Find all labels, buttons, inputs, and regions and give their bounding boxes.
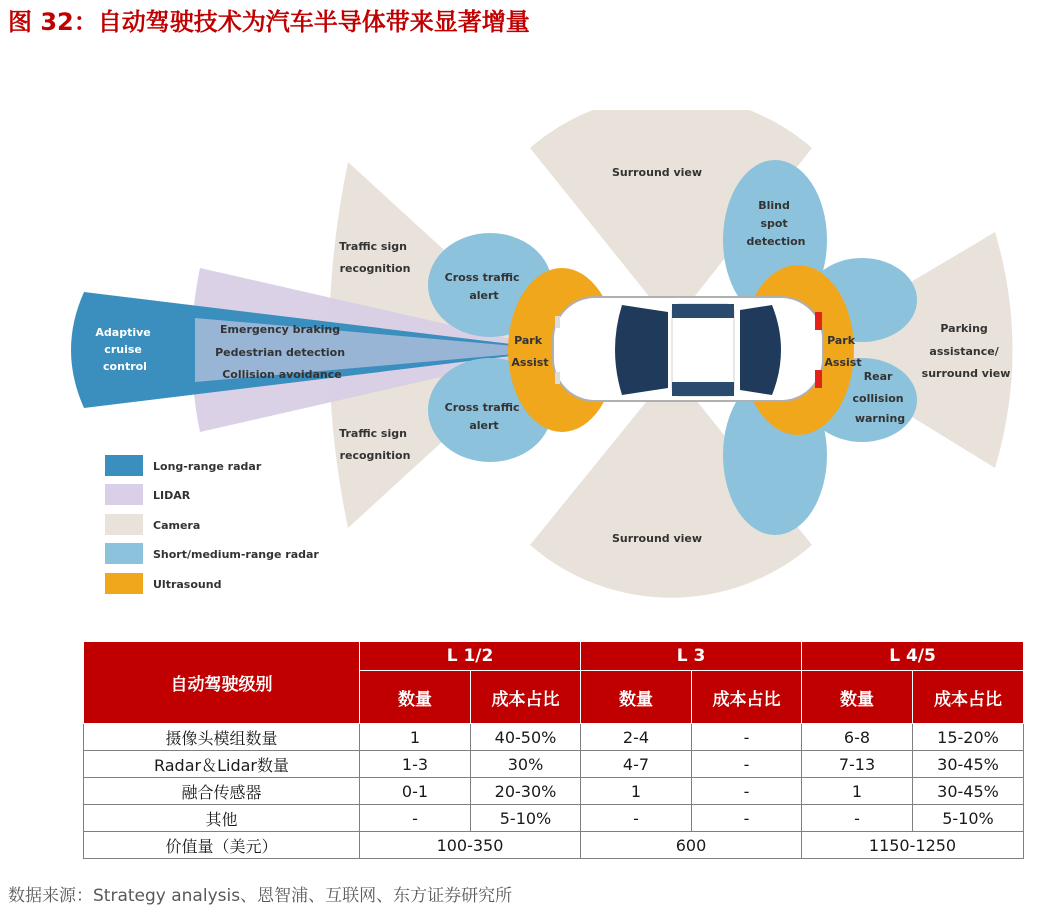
table-cell: - <box>692 751 802 778</box>
park-assist-front-line-2: Assist <box>511 356 549 369</box>
source-note: 数据来源：Strategy analysis、恩智浦、互联网、东方证券研究所 <box>8 886 513 906</box>
header-level-l45: L 4/5 <box>802 642 1024 671</box>
table-cell: - <box>692 778 802 805</box>
cross-traffic-bottom-line-1: Cross traffic <box>444 401 520 414</box>
cost-table <box>83 641 1024 859</box>
emergency-line-3: Collision avoidance <box>222 368 342 381</box>
table-cell: 40-50% <box>471 724 581 751</box>
table-cell: 20-30% <box>471 778 581 805</box>
park-assist-rear-line-1: Park <box>827 334 856 347</box>
cross-traffic-top-line-2: alert <box>469 289 499 302</box>
table-cell: 1-3 <box>360 751 471 778</box>
rear-collision-line-2: collision <box>852 392 904 405</box>
value-l12: 100-350 <box>360 832 581 859</box>
header-level-l12: L 1/2 <box>360 642 581 671</box>
park-assist-front-line-1: Park <box>514 334 543 347</box>
legend-swatch-short-radar <box>105 543 143 564</box>
emergency-braking-label <box>215 323 349 381</box>
parking-assistance-line-2: assistance/ <box>929 345 999 358</box>
row-label: 融合传感器 <box>84 778 360 805</box>
figure-title: 图 32：自动驾驶技术为汽车半导体带来显著增量 <box>8 8 530 36</box>
table-cell: 0-1 <box>360 778 471 805</box>
legend-label-lidar: LIDAR <box>153 489 191 502</box>
table-header-row-levels <box>84 642 1024 671</box>
legend-swatch-camera <box>105 514 143 535</box>
rear-collision-line-1: Rear <box>863 370 893 383</box>
traffic-sign-top-line-1: Traffic sign <box>339 240 407 253</box>
adaptive-cruise-line-2: cruise <box>104 343 142 356</box>
car-top-view <box>553 297 823 401</box>
header-cost-share: 成本占比 <box>471 671 581 724</box>
table-cell: - <box>360 805 471 832</box>
legend-label-ultrasound: Ultrasound <box>153 578 222 591</box>
cross-traffic-bottom-line-2: alert <box>469 419 499 432</box>
header-count: 数量 <box>802 671 913 724</box>
legend-swatch-long-range-radar <box>105 455 143 476</box>
header-level-l3: L 3 <box>581 642 802 671</box>
cross-traffic-top-line-1: Cross traffic <box>444 271 520 284</box>
adas-sensor-diagram <box>0 110 1044 600</box>
traffic-sign-top-line-2: recognition <box>339 262 411 275</box>
table-row <box>84 778 1024 805</box>
table-cell: 5-10% <box>471 805 581 832</box>
row-label: 摄像头模组数量 <box>84 724 360 751</box>
table-cell: - <box>692 805 802 832</box>
surround-view-bottom-label: Surround view <box>611 532 703 545</box>
header-count: 数量 <box>360 671 471 724</box>
traffic-sign-bottom-line-1: Traffic sign <box>339 427 407 440</box>
parking-assistance-line-1: Parking <box>940 322 988 335</box>
header-count: 数量 <box>581 671 692 724</box>
legend-label-camera: Camera <box>153 519 201 532</box>
table-cell: - <box>802 805 913 832</box>
adaptive-cruise-line-1: Adaptive <box>95 326 151 339</box>
table-row <box>84 805 1024 832</box>
header-cost-share: 成本占比 <box>913 671 1024 724</box>
legend <box>105 455 319 594</box>
traffic-sign-bottom-line-2: recognition <box>339 449 411 462</box>
table-cell: 1 <box>802 778 913 805</box>
value-l3: 600 <box>581 832 802 859</box>
row-label: Radar＆Lidar数量 <box>84 751 360 778</box>
table-cell: 30-45% <box>913 751 1024 778</box>
row-label: 其他 <box>84 805 360 832</box>
blind-spot-line-1: Blind <box>758 199 790 212</box>
legend-swatch-lidar <box>105 484 143 505</box>
header-autonomy-level: 自动驾驶级别 <box>84 642 360 724</box>
table-cell: 6-8 <box>802 724 913 751</box>
legend-swatch-ultrasound <box>105 573 143 594</box>
table-row <box>84 724 1024 751</box>
table-cell: 30% <box>471 751 581 778</box>
table-cell: 30-45% <box>913 778 1024 805</box>
rear-collision-line-3: warning <box>854 412 906 425</box>
table-cell: 5-10% <box>913 805 1024 832</box>
table-cell: 7-13 <box>802 751 913 778</box>
table-row-value <box>84 832 1024 859</box>
table-cell: 4-7 <box>581 751 692 778</box>
emergency-line-2: Pedestrian detection <box>215 346 346 359</box>
value-l45: 1150-1250 <box>802 832 1024 859</box>
table-cell: 15-20% <box>913 724 1024 751</box>
table-cell: 1 <box>360 724 471 751</box>
park-assist-rear-line-2: Assist <box>824 356 862 369</box>
parking-assistance-line-3: surround view <box>921 367 1011 380</box>
emergency-line-1: Emergency braking <box>220 323 341 336</box>
header-cost-share: 成本占比 <box>692 671 802 724</box>
table-cell: 1 <box>581 778 692 805</box>
surround-view-top-label: Surround view <box>611 166 703 179</box>
table-row <box>84 751 1024 778</box>
table-cell: 2-4 <box>581 724 692 751</box>
blind-spot-line-3: detection <box>746 235 806 248</box>
table-cell: - <box>581 805 692 832</box>
table-cell: - <box>692 724 802 751</box>
legend-label-long-range-radar: Long-range radar <box>153 460 262 473</box>
adaptive-cruise-line-3: control <box>103 360 147 373</box>
blind-spot-line-2: spot <box>760 217 788 230</box>
legend-label-short-radar: Short/medium-range radar <box>153 548 319 561</box>
row-label: 价值量（美元） <box>84 832 360 859</box>
